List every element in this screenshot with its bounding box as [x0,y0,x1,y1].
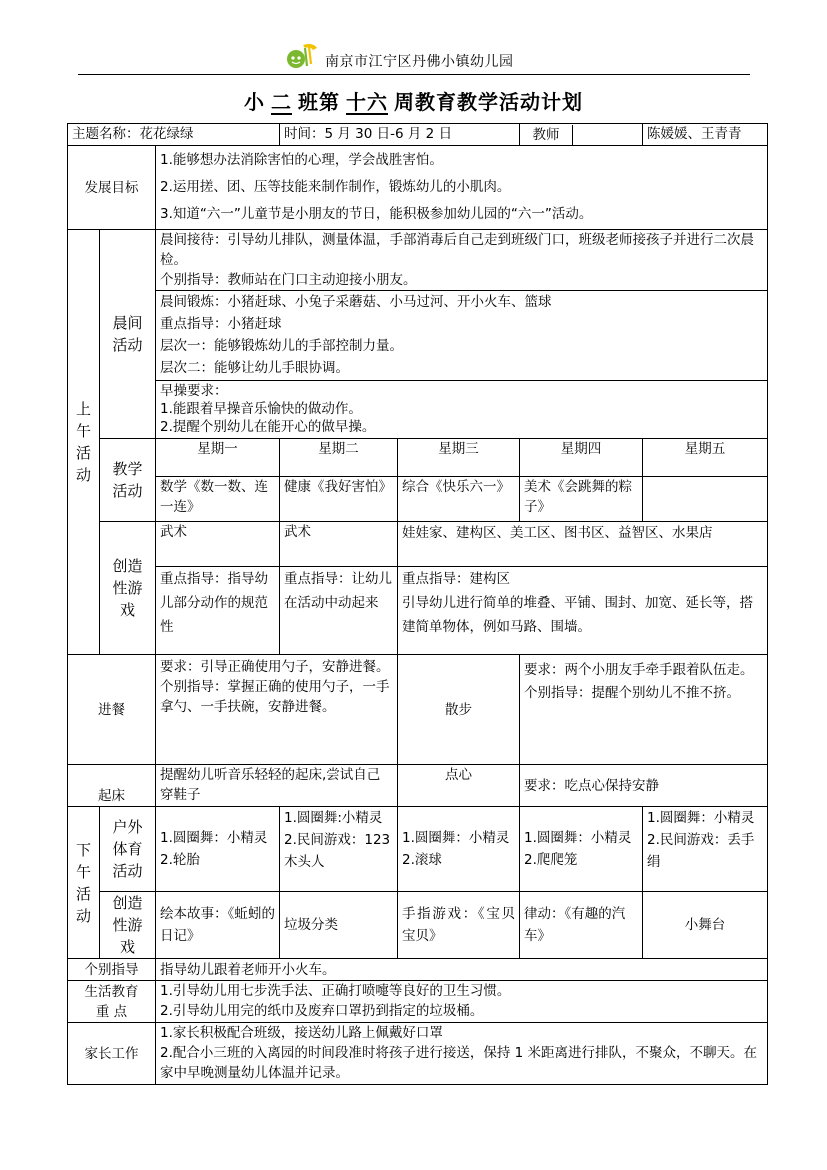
morning-drill-row [68,381,768,439]
weekday-fri: 星期五 [643,439,768,477]
theme-cell: 主题名称：花花绿绿 [68,124,280,146]
morning-reception-row [68,230,768,291]
exercise-line: 重点指导：小猪赶球 [160,316,282,332]
afternoon-section-label: 下午活动 [68,807,100,959]
morning-activity-label: 晨间活动 [100,230,156,439]
game-mon: 武术 [156,522,280,567]
life-item: 1.引导幼儿用七步洗手法、正确打喷嚏等良好的卫生习惯。 [160,983,511,999]
exercise-content [156,291,768,381]
page-header [0,38,827,78]
teaching-row [68,477,768,522]
teaching-wed: 综合《快乐六一》 [398,477,520,522]
meal-content: 要求：引导正确使用勺子，安静进餐。 个别指导：掌握正确的使用勺子，一手拿勺、一手扶碗，安静进餐。 [156,655,398,765]
afternoon-creative-mon: 绘本故事：《蚯蚓的日记》 [156,892,280,959]
life-item: 2.引导幼儿用完的纸巾及废弃口罩扔到指定的垃圾桶。 [160,1003,484,1019]
outdoor-fri: 1.圆圈舞：小精灵 2.民间游戏：丢手绢 [643,807,768,892]
weekday-thu: 星期四 [520,439,643,477]
morning-section-label: 上午活动 [68,230,100,655]
weekday-wed: 星期三 [398,439,520,477]
life-content [156,981,768,1023]
title-suffix: 周教育教学活动计划 [394,90,583,114]
drill-line: 2.提醒个别幼儿在能开心的做早操。 [160,419,376,435]
drill-content [156,381,768,439]
goals-label: 发展目标 [68,146,156,230]
drill-line: 1.能跟着早操音乐愉快的做动作。 [160,401,362,417]
outdoor-wed: 1.圆圈舞：小精灵 2.滚球 [398,807,520,892]
reception-text: 晨间接待：引导幼儿排队，测量体温，手部消毒后自己走到班级门口，班级老师接孩子并进行二次晨检。 [160,232,754,268]
creative-game-row [68,522,768,567]
parents-item: 2.配合小三班的入离园的时间段准时将孩子进行接送，保持 1 米距离进行排队，不聚众，不聊天。在家中早晚测量幼儿体温并记录。 [160,1045,758,1081]
wake-label: 起床 [68,765,156,807]
creative-game-label: 创造性游戏 [100,522,156,655]
reception-content [156,230,768,291]
teaching-label: 教学活动 [100,439,156,522]
teachers-cell: 陈媛媛、王青青 [643,124,768,146]
teaching-mon: 数学《数一数、连一连》 [156,477,280,522]
outdoor-mon: 1.圆圈舞：小精灵 2.轮胎 [156,807,280,892]
drill-line: 早操要求： [160,383,228,399]
title-class-number: 二 [271,90,292,114]
goal-item: 1.能够想办法消除害怕的心理，学会战胜害怕。 [160,152,443,168]
time-cell: 时间：5 月 30 日-6 月 2 日 [280,124,520,146]
snack-label: 点心 [398,765,520,807]
parents-row [68,1023,768,1085]
individual-label: 个别指导 [68,959,156,981]
goals-content [156,146,768,230]
goal-item: 3.知道“六一”儿童节是小朋友的节日，能积极参加幼儿园的“六一”活动。 [160,206,593,222]
exercise-line: 层次二：能够让幼儿手眼协调。 [160,360,349,376]
info-row [68,124,768,146]
game-tue: 武术 [280,522,398,567]
afternoon-creative-fri: 小舞台 [643,892,768,959]
wake-row [68,765,768,807]
weekday-mon: 星期一 [156,439,280,477]
goal-item: 2.运用搓、团、压等技能来制作制作，锻炼幼儿的小肌肉。 [160,179,511,195]
goals-row [68,146,768,230]
afternoon-outdoor-row [68,807,768,892]
morning-exercise-row [68,291,768,381]
individual-content: 指导幼儿跟着老师开小火车。 [156,959,768,981]
teacher-label: 教师 [520,125,573,145]
title-class-mid: 班第 [298,90,340,114]
teacher-cell [520,124,643,146]
exercise-line: 晨间锻炼：小猪赶球、小兔子采蘑菇、小马过河、开小火车、篮球 [160,294,552,310]
game-focus-mon: 重点指导：指导幼儿部分动作的规范性 [156,567,280,655]
weekday-header-row [68,439,768,477]
teaching-tue: 健康《我好害怕》 [280,477,398,522]
afternoon-creative-tue: 垃圾分类 [280,892,398,959]
wake-content: 提醒幼儿听音乐轻轻的起床,尝试自己穿鞋子 [156,765,398,807]
teaching-thu: 美术《会跳舞的粽子》 [520,477,643,522]
walk-label: 散步 [398,655,520,765]
title-week-number: 十六 [346,90,388,114]
parents-item: 1.家长积极配合班级，接送幼儿路上佩戴好口罩 [160,1025,443,1041]
reception-guide: 个别指导：教师站在门口主动迎接小朋友。 [160,272,417,288]
meal-label: 进餐 [68,655,156,765]
individual-row [68,959,768,981]
game-focus-wed-fri: 重点指导：建构区 引导幼儿进行简单的堆叠、平铺、围封、加宽、延长等，搭建简单物体，例如马路、围墙。 [398,567,768,655]
exercise-line: 层次一：能够锻炼幼儿的手部控制力量。 [160,338,403,354]
title-class-prefix: 小 [244,90,265,114]
life-label: 生活教育重 点 [68,981,156,1023]
school-name: 南京市江宁区丹佛小镇幼儿园 [325,54,514,70]
life-row [68,981,768,1023]
parents-content [156,1023,768,1085]
walk-content: 要求：两个小朋友手牵手跟着队伍走。 个别指导：提醒个别幼儿不推不挤。 [520,655,768,765]
afternoon-creative-label: 创造性游戏 [100,892,156,959]
header-divider [78,74,750,75]
school-logo-icon [283,40,321,70]
game-focus-row [68,567,768,655]
outdoor-tue: 1.圆圈舞:小精灵 2.民间游戏：123 木头人 [280,807,398,892]
afternoon-creative-row [68,892,768,959]
outdoor-thu: 1.圆圈舞：小精灵 2.爬爬笼 [520,807,643,892]
plan-table [67,123,768,1085]
page-title [0,86,827,115]
weekday-tue: 星期二 [280,439,398,477]
afternoon-creative-wed: 手指游戏：《宝贝宝贝》 [398,892,520,959]
parents-label: 家长工作 [68,1023,156,1085]
game-wed-fri: 娃娃家、建构区、美工区、图书区、益智区、水果店 [398,522,768,567]
afternoon-creative-thu: 律动：《有趣的汽车》 [520,892,643,959]
game-focus-tue: 重点指导：让幼儿在活动中动起来 [280,567,398,655]
snack-content: 要求：吃点心保持安静 [520,765,768,807]
outdoor-label: 户外体育活动 [100,807,156,892]
teaching-fri [643,477,768,522]
meal-row [68,655,768,765]
